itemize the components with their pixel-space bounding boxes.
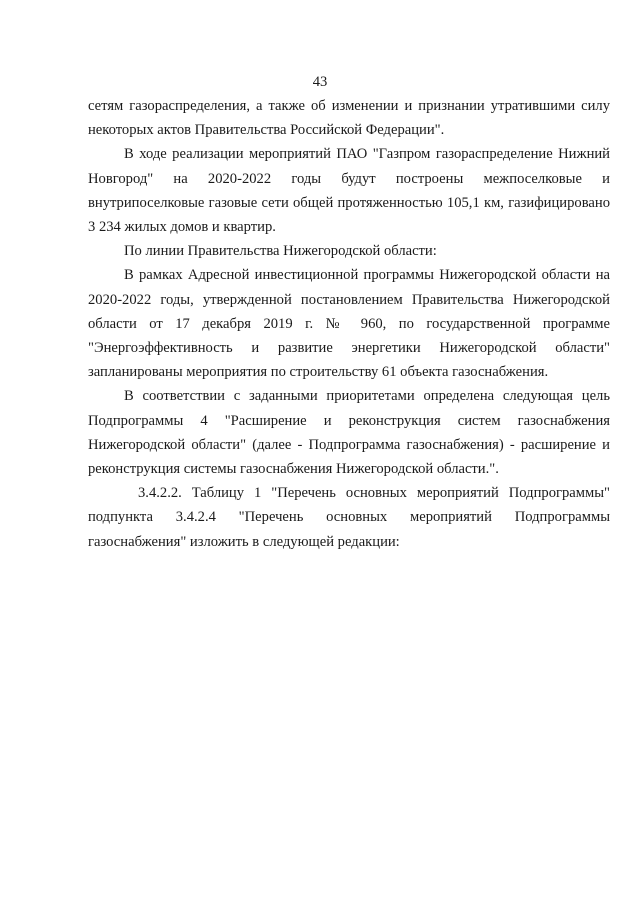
paragraph-subprogram-goal: В соответствии с заданными приоритетами определена следующая цель Подпрограммы 4 "Расширение и реконструкция систем газоснабжения Нижегородской области" (далее - Подпрограмма газоснабжения) - расширение и реконструкция системы газоснабжения Нижегородской области.". bbox=[88, 388, 610, 478]
paragraph-government-line: По линии Правительства Нижегородской области: bbox=[124, 243, 437, 260]
paragraph-continuation: сетям газораспределения, а также об изменении и признании утратившими силу некоторых актов Правительства Российской Федерации". bbox=[88, 98, 610, 139]
paragraph-gazprom-plans: В ходе реализации мероприятий ПАО "Газпром газораспределение Нижний Новгород" на 2020-2022 годы будут построены межпоселковые и внутрипоселковые газовые сети общей протяженностью 105,1 км, газифицировано 3 234 жилых домов и квартир. bbox=[88, 146, 610, 236]
document-body bbox=[88, 94, 610, 554]
paragraph-table-amendment: 3.4.2.2. Таблицу 1 "Перечень основных мероприятий Подпрограммы" подпункта 3.4.2.4 "Перечень основных мероприятий Подпрограммы газоснабжения" изложить в следующей редакции: bbox=[88, 485, 610, 550]
paragraph-investment-program: В рамках Адресной инвестиционной программы Нижегородской области на 2020-2022 годы, утвержденной постановлением Правительства Нижегородской области от 17 декабря 2019 г. № 960, по государственной программе "Энергоэффективность и развитие энергетики Нижегородской области" запланированы мероприятия по строительству 61 объекта газоснабжения. bbox=[88, 267, 610, 381]
page-number: 43 bbox=[312, 74, 328, 90]
